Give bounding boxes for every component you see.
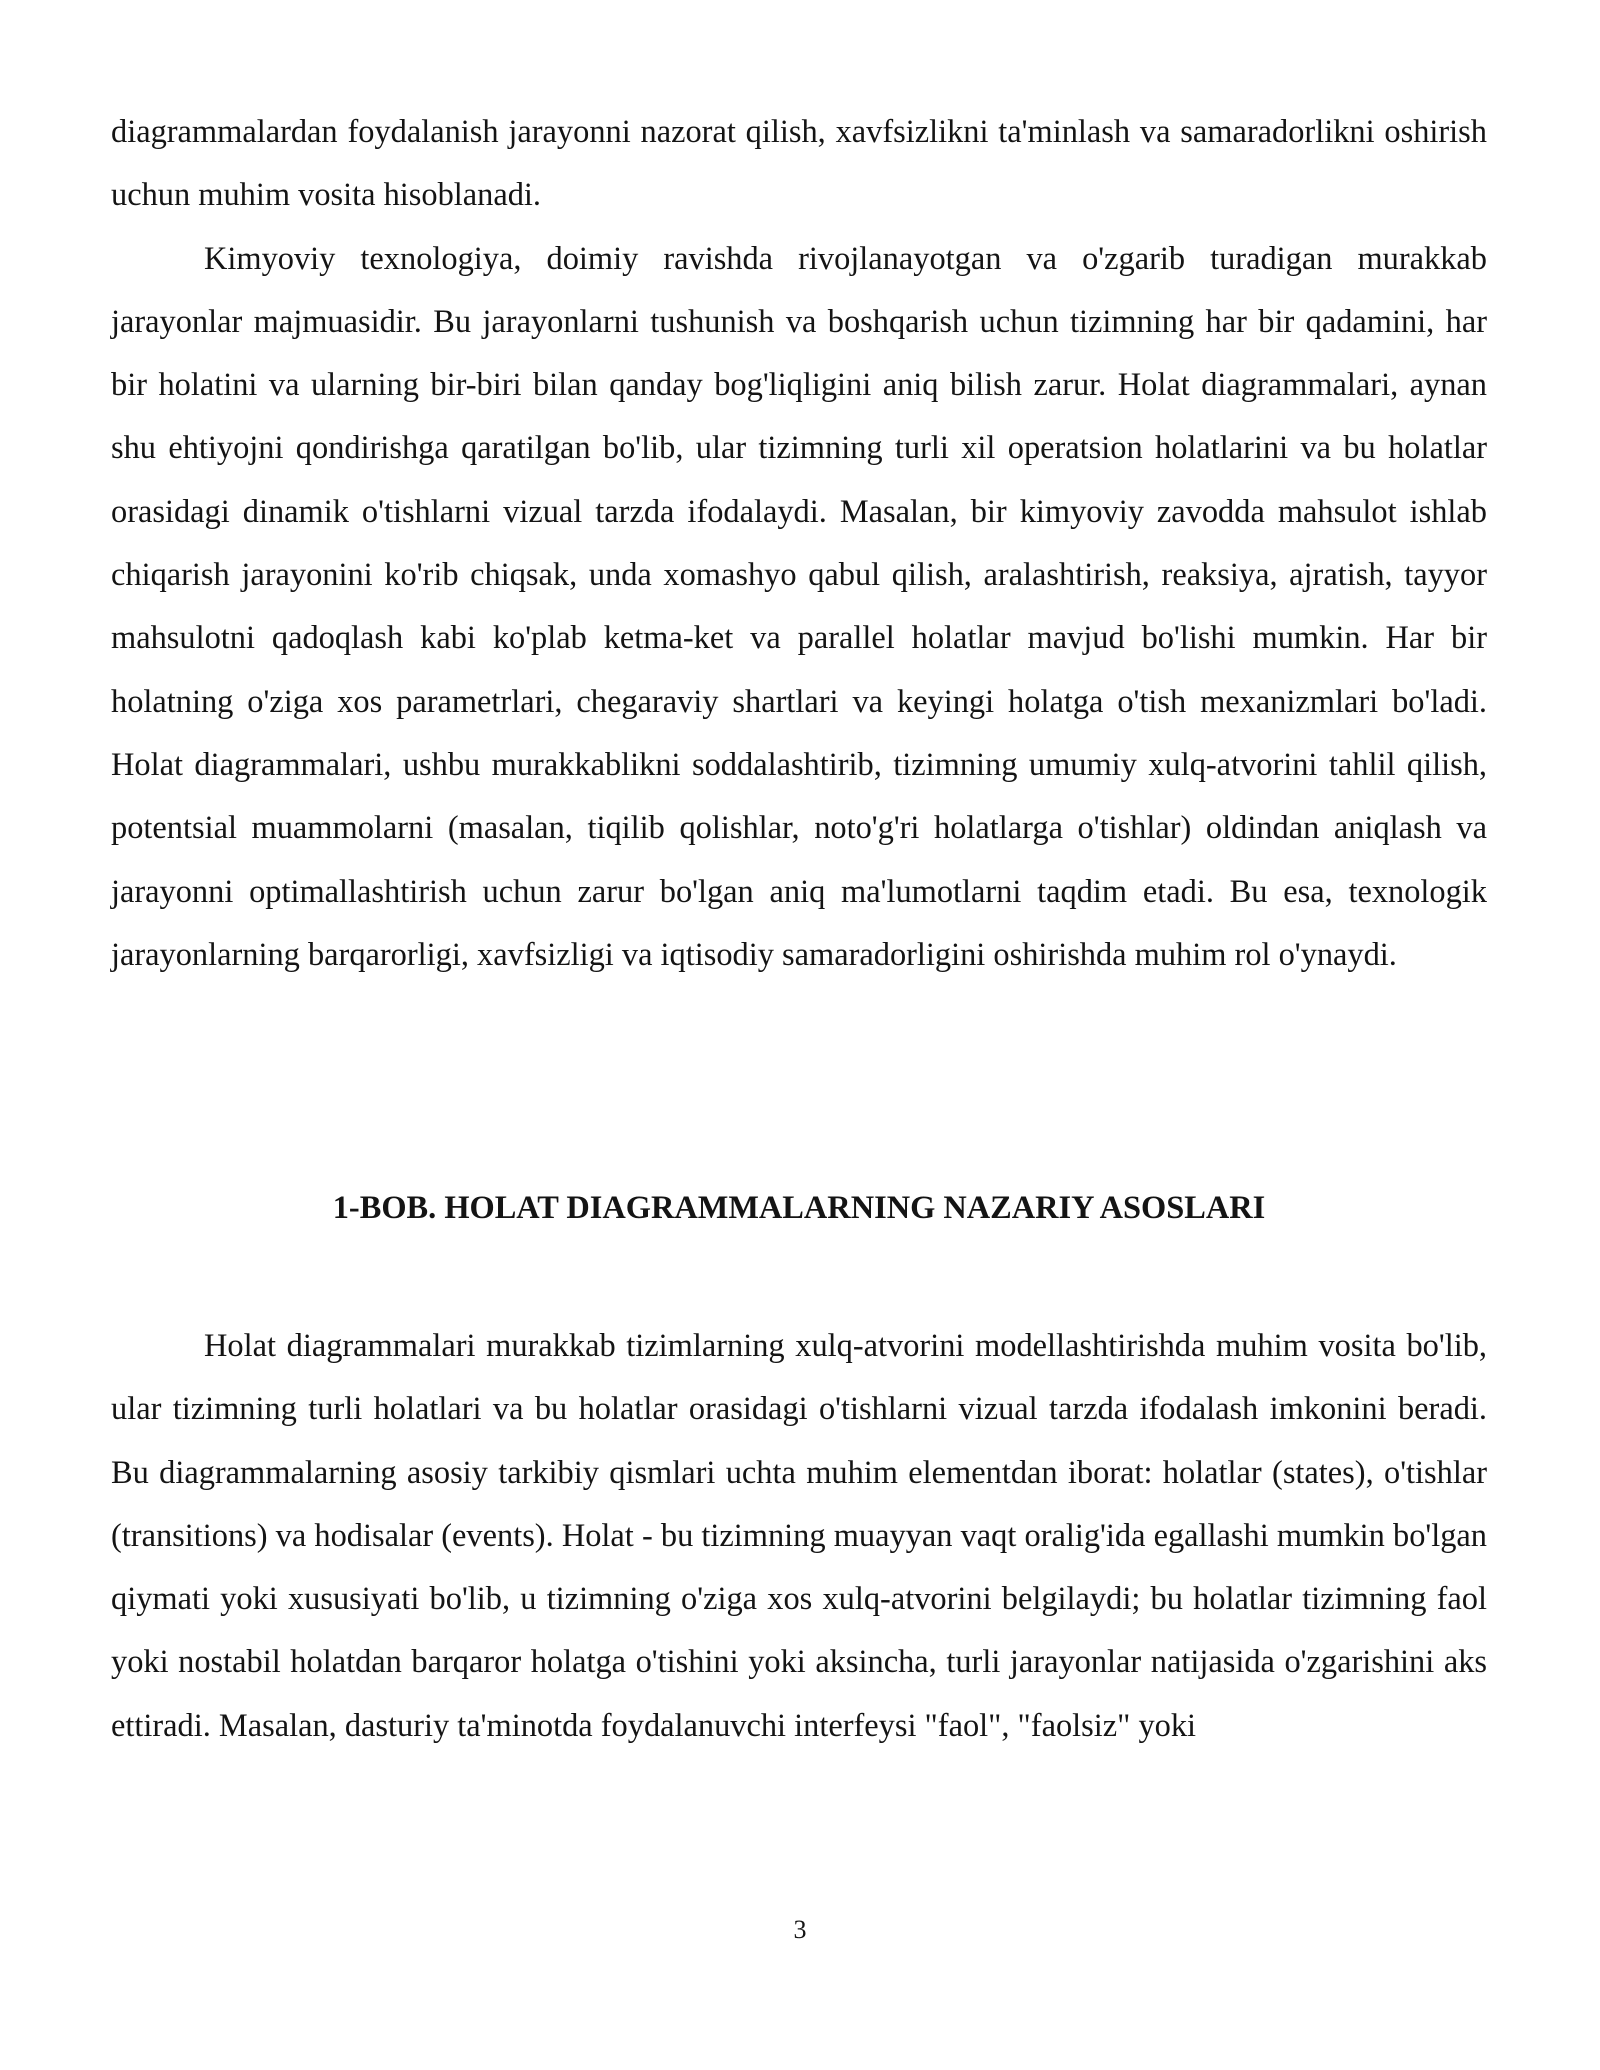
chapter-paragraph: Holat diagrammalari murakkab tizimlarning xulq-atvorini modellashtirishda muhim vosita bo'lib, ular tizimning turli holatlari va bu holatlar orasidagi o'tishlarni vizual tarzda ifodalash imkonini beradi. Bu diagrammalarning asosiy tarkibiy qismlari uchta muhim elementdan iborat: holatlar (states), o'tishlar (transitions) va hodisalar (events). Holat - bu tizimning muayyan vaqt oralig'ida egallashi mumkin bo'lgan qiymati yoki xususiyati bo'lib, u tizimning o'ziga xos xulq-atvorini belgilaydi; bu holatlar tizimning faol yoki nostabil holatdan barqaror holatga o'tishini yoki aksincha, turli jarayonlar natijasida o'zgarishini aks ettiradi. Masalan, dasturiy ta'minotda foydalanuvchi interfeysi "faol", "faolsiz" yoki <box>111 1328 1487 1744</box>
chapter-heading: 1-BOB. HOLAT DIAGRAMMALARNING NAZARIY ASOSLARI <box>332 1190 1266 1226</box>
continuation-paragraph: diagrammalardan foydalanish jarayonni nazorat qilish, xavfsizlikni ta'minlash va samaradorlikni oshirish uchun muhim vosita hisoblanadi. <box>111 114 1487 214</box>
body-text-top <box>111 101 1487 987</box>
page-number: 3 <box>793 1915 807 1944</box>
body-text-chapter <box>111 1315 1487 1758</box>
intro-paragraph: Kimyoviy texnologiya, doimiy ravishda rivojlanayotgan va o'zgarib turadigan murakkab jarayonlar majmuasidir. Bu jarayonlarni tushunish va boshqarish uchun tizimning har bir qadamini, har bir holatini va ularning bir-biri bilan qanday bog'liqligini aniq bilish zarur. Holat diagrammalari, aynan shu ehtiyojni qondirishga qaratilgan bo'lib, ular tizimning turli xil operatsion holatlarini va bu holatlar orasidagi dinamik o'tishlarni vizual tarzda ifodalaydi. Masalan, bir kimyoviy zavodda mahsulot ishlab chiqarish jarayonini ko'rib chiqsak, unda xomashyo qabul qilish, aralashtirish, reaksiya, ajratish, tayyor mahsulotni qadoqlash kabi ko'plab ketma-ket va parallel holatlar mavjud bo'lishi mumkin. Har bir holatning o'ziga xos parametrlari, chegaraviy shartlari va keyingi holatga o'tish mexanizmlari bo'ladi. Holat diagrammalari, ushbu murakkablikni soddalashtirib, tizimning umumiy xulq-atvorini tahlil qilish, potentsial muammolarni (masalan, tiqilib qolishlar, noto'g'ri holatlarga o'tishlar) oldindan aniqlash va jarayonni optimallashtirish uchun zarur bo'lgan aniq ma'lumotlarni taqdim etadi. Bu esa, texnologik jarayonlarning barqarorligi, xavfsizligi va iqtisodiy samaradorligini oshirishda muhim rol o'ynaydi. <box>111 240 1487 973</box>
